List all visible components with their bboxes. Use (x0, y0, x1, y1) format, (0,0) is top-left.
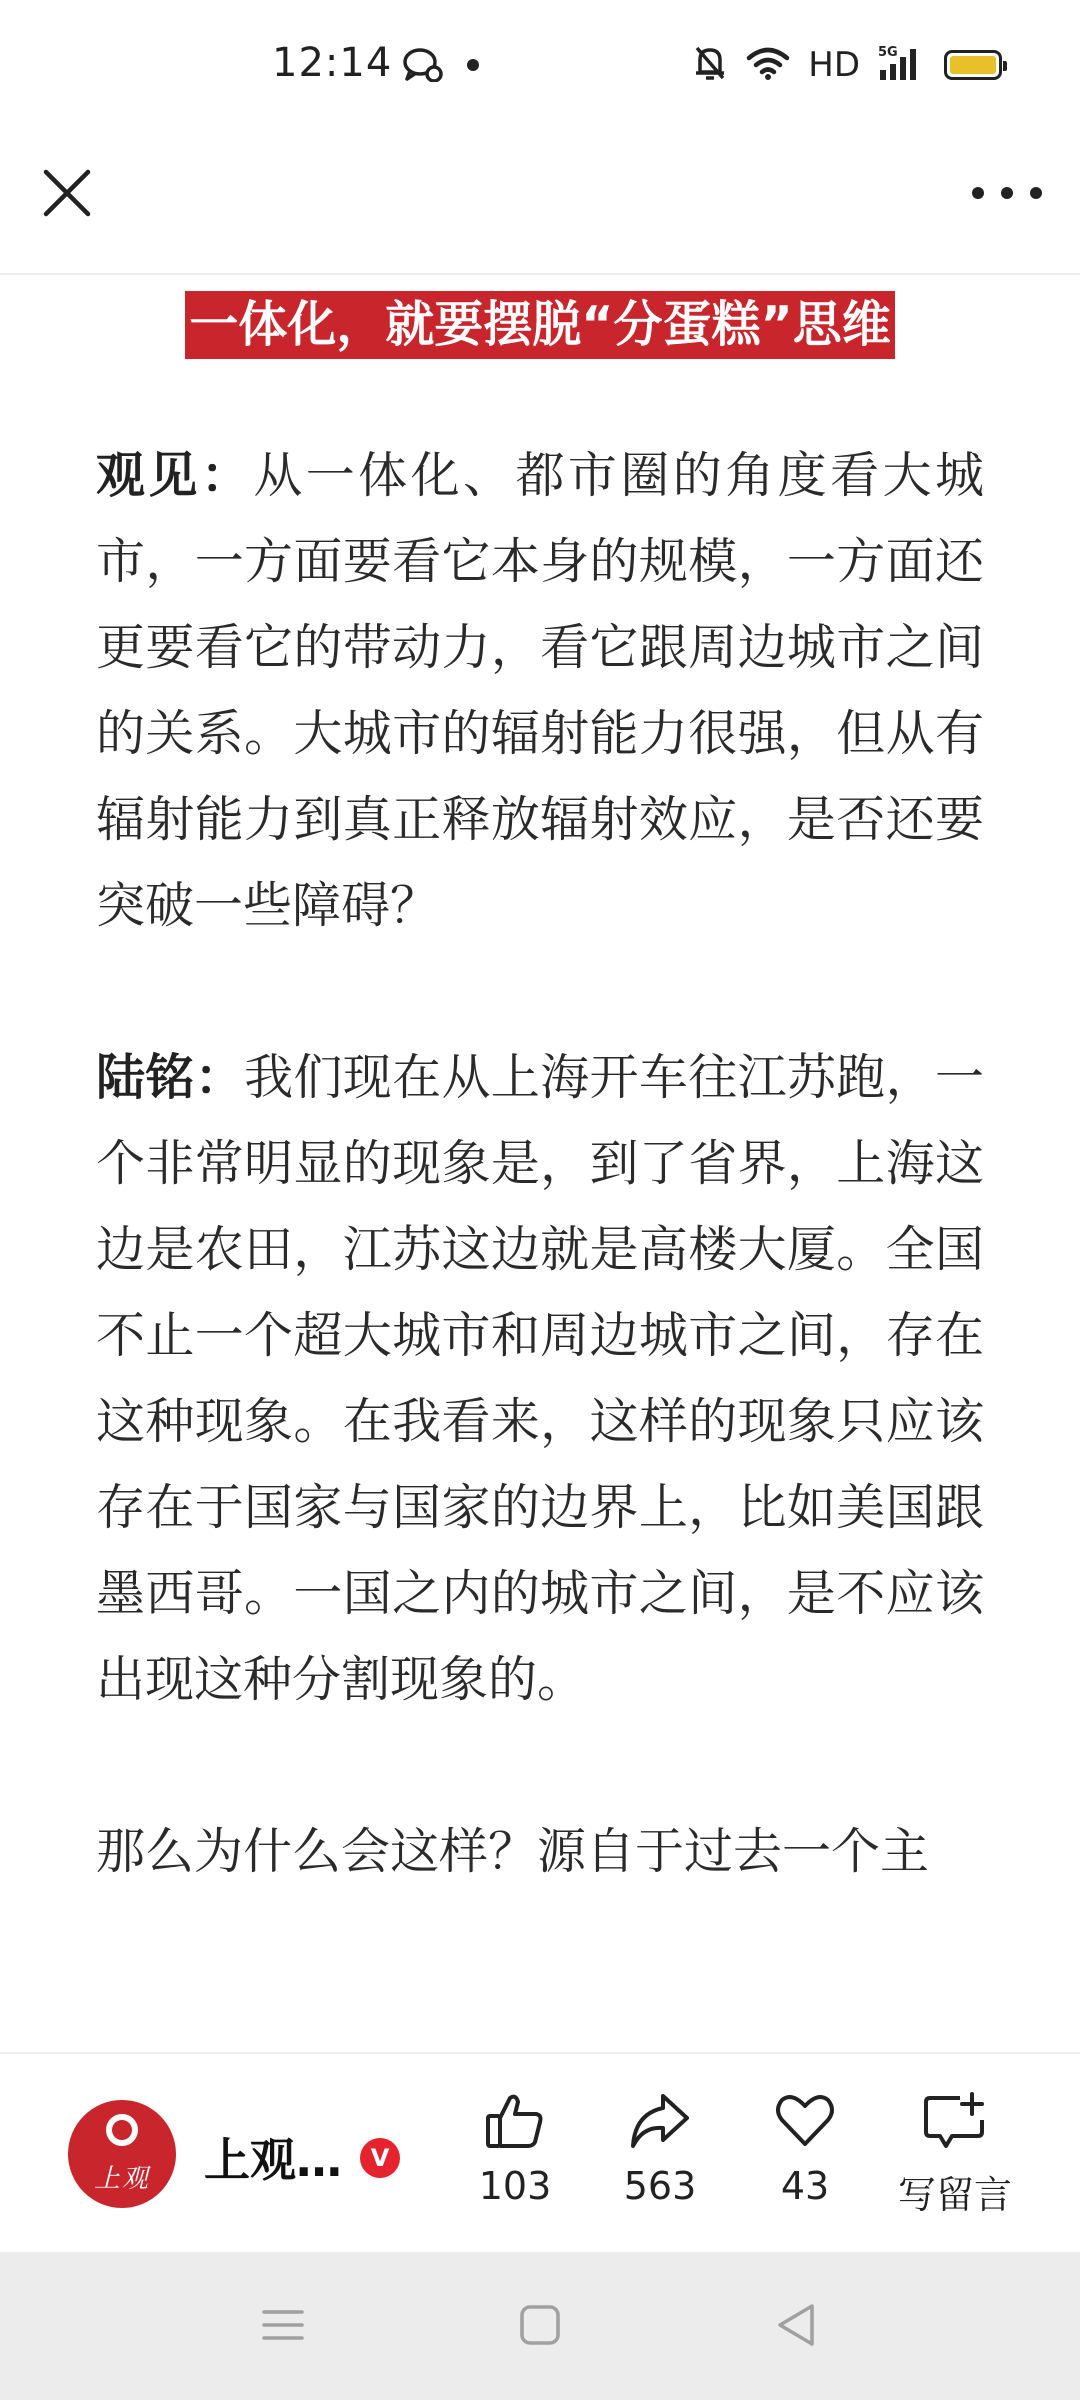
home-button[interactable] (515, 2300, 565, 2354)
like-button[interactable] (445, 2088, 585, 2208)
status-right-icons (692, 44, 1002, 86)
thumbs-up-icon (482, 2088, 548, 2154)
more-dots-icon (1030, 187, 1042, 199)
avatar-logo-text: 上观 (93, 2164, 150, 2194)
battery-level (950, 56, 996, 74)
menu-icon (258, 2300, 308, 2350)
battery-icon (944, 50, 1002, 80)
favorite-count: 43 (780, 2164, 830, 2208)
network-hd-label: HD (808, 45, 860, 85)
favorite-button[interactable] (735, 2088, 875, 2208)
paragraph-text: 从一体化、都市圈的角度看大城市，一方面要看它本身的规模，一方面还更要看它的带动力，看它跟周边城市之间的关系。大城市的辐射能力很强，但从有辐射能力到真正释放辐射效应，是否还要突破一些障碍？ (96, 447, 984, 935)
bottom-action-bar (0, 2052, 1080, 2252)
comment-add-icon (920, 2088, 990, 2154)
write-comment-label: 写留言 (897, 2173, 1012, 2217)
signal-icon (878, 44, 926, 86)
article-body (0, 277, 1080, 2052)
logo-ring-icon (106, 2114, 138, 2146)
svg-text:5G: 5G (878, 45, 898, 60)
more-options-button[interactable] (972, 178, 1042, 208)
share-arrow-icon (627, 2088, 693, 2154)
close-icon (38, 164, 96, 222)
like-count: 103 (478, 2164, 552, 2208)
status-bar (0, 0, 1080, 130)
article-paragraph (96, 433, 984, 949)
share-button[interactable] (590, 2088, 730, 2208)
heart-icon (772, 2088, 838, 2154)
close-button[interactable] (38, 164, 96, 222)
dot-icon (466, 57, 480, 76)
section-heading-wrap (0, 291, 1080, 359)
recent-apps-button[interactable] (258, 2300, 308, 2354)
more-dots-icon (1001, 187, 1013, 199)
home-square-icon (515, 2300, 565, 2350)
share-count: 563 (623, 2164, 697, 2208)
top-navigation (0, 130, 1080, 275)
status-time: 12:14 (272, 40, 393, 86)
article-paragraph (96, 1035, 984, 1723)
paragraph-text: 我们现在从上海开车往江苏跑，一个非常明显的现象是，到了省界，上海这边是农田，江苏这边就是高楼大厦。全国不止一个超大城市和周边城市之间，存在这种现象。在我看来，这样的现象只应该存在于国家与国家的边界上，比如美国跟墨西哥。一国之内的城市之间，是不应该出现这种分割现象的。 (96, 1049, 984, 1709)
back-triangle-icon (772, 2300, 822, 2350)
paragraph-text: 那么为什么会这样？源自于过去一个主 (96, 1823, 930, 1881)
account-name[interactable]: 上观… (204, 2133, 342, 2187)
mute-bell-icon (692, 44, 728, 86)
status-left-icons (402, 46, 480, 86)
wifi-icon (746, 45, 790, 85)
account-avatar[interactable] (68, 2100, 176, 2208)
speaker-label: 观见： (96, 447, 254, 505)
article-paragraph (96, 1809, 984, 1895)
write-comment-button[interactable] (880, 2088, 1030, 2219)
system-navigation-bar (0, 2252, 1080, 2400)
verified-badge-icon: V (360, 2138, 400, 2178)
chat-bubble-icon (402, 46, 446, 86)
speaker-label: 陆铭： (96, 1049, 245, 1107)
more-dots-icon (972, 187, 984, 199)
back-button[interactable] (772, 2300, 822, 2354)
section-heading: 一体化，就要摆脱“分蛋糕”思维 (185, 291, 894, 359)
